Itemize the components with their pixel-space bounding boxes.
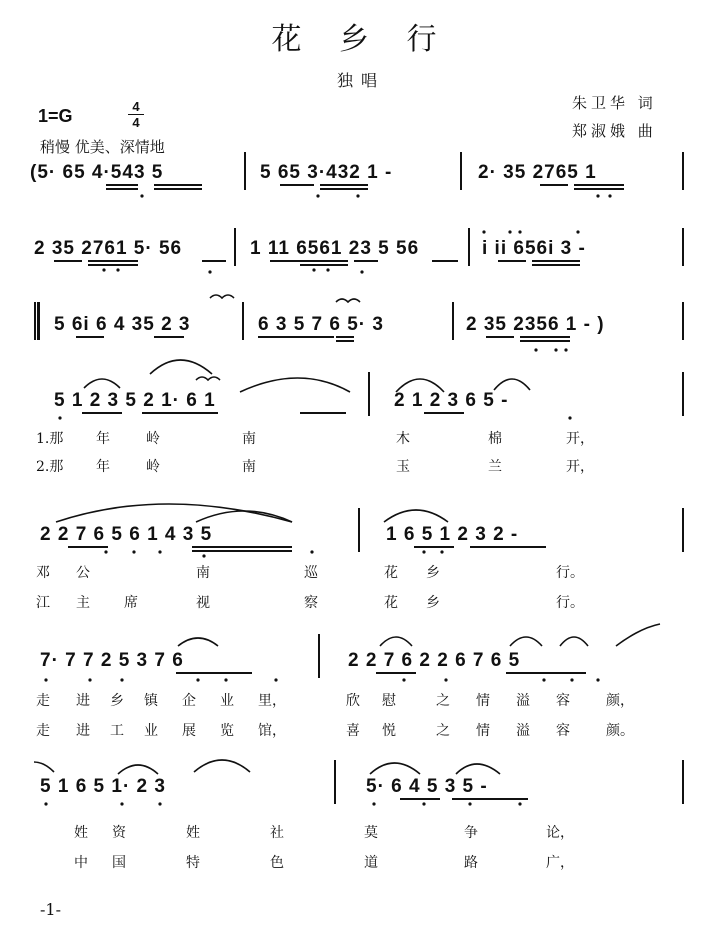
octave-dot <box>402 678 405 681</box>
octave-dot <box>224 678 227 681</box>
slur <box>494 379 530 390</box>
row6-lyric2-9: 之 <box>436 723 450 739</box>
row4-lyric2-0: 2.那 <box>36 459 64 475</box>
slur <box>510 637 542 646</box>
row4-lyric1-1: 年 <box>96 431 110 447</box>
row7-lyric1-4: 莫 <box>364 825 378 841</box>
octave-dot <box>608 194 611 197</box>
row4-lyric2-5: 兰 <box>488 459 502 475</box>
row6-lyric1-0: 走 <box>36 693 50 709</box>
octave-dot <box>444 678 447 681</box>
row5-lyric2-2: 席 <box>124 595 138 611</box>
octave-dot <box>360 270 363 273</box>
row6-lyric1-3: 镇 <box>144 693 158 709</box>
meter-top: 4 <box>132 99 140 114</box>
row5-lyric1-5: 乡 <box>426 565 440 581</box>
row5-lyric1-0: 邓 <box>36 565 50 581</box>
octave-dot <box>208 270 211 273</box>
row6-lyric2-11: 溢 <box>516 723 530 739</box>
row7-lyric2-2: 特 <box>186 855 200 871</box>
row7-lyric2-4: 道 <box>364 855 378 871</box>
row6-lyric2-6: 馆， <box>258 723 286 739</box>
row6-lyric2-5: 览 <box>220 723 234 739</box>
octave-dot <box>116 268 119 271</box>
octave-dot <box>554 348 557 351</box>
row6-lyric1-10: 情 <box>476 693 490 709</box>
octave-dot <box>422 802 425 805</box>
row4-lyric1-3: 南 <box>242 431 256 447</box>
slur <box>150 360 212 374</box>
octave-dot <box>104 550 107 553</box>
octave-dot <box>44 678 47 681</box>
row6-lyric1-12: 容 <box>556 693 570 709</box>
octave-dot <box>102 268 105 271</box>
row6-lyric1-8: 慰 <box>382 693 396 709</box>
row2-measure3: i ii 656i 3 - <box>482 238 586 259</box>
slur <box>194 760 250 772</box>
row6-lyric1-5: 业 <box>220 693 234 709</box>
octave-dot <box>310 550 313 553</box>
slur <box>84 379 120 388</box>
row6-lyric2-3: 业 <box>144 723 158 739</box>
row6-lyric1-1: 进 <box>76 693 90 709</box>
row5-lyric1-3: 巡 <box>304 565 318 581</box>
row3-measure1: 5 6i 6 4 35 2 3 <box>54 314 191 335</box>
row6-lyric1-13: 颜， <box>606 693 634 709</box>
row6-lyric2-1: 进 <box>76 723 90 739</box>
row7-measure1: 5 1 6 5 1· 2 3 <box>40 776 166 797</box>
row5-lyric1-1: 公 <box>76 565 90 581</box>
octave-dot <box>356 194 359 197</box>
row4-measure1: 5 1 2 3 5 2 1· 6 1 <box>54 390 216 411</box>
row7-lyric2-0: 中 <box>74 855 88 871</box>
row3-measure3: 2 35 2356 1 - ) <box>466 314 605 335</box>
row7-lyric2-6: 广， <box>546 855 574 871</box>
octave-dot <box>274 678 277 681</box>
row6-lyric2-8: 悦 <box>382 723 396 739</box>
trill-mark <box>196 377 220 380</box>
octave-dot <box>564 348 567 351</box>
slur <box>560 637 588 646</box>
row2-measure1: 2 35 2761 5· 56 <box>34 238 183 259</box>
octave-dot <box>132 550 135 553</box>
row6-lyric1-11: 溢 <box>516 693 530 709</box>
row1-measure3: 2· 35 2765 1 <box>478 162 597 183</box>
row6-lyric2-4: 展 <box>182 723 196 739</box>
octave-dot <box>44 802 47 805</box>
row7-lyric1-6: 论， <box>546 825 574 841</box>
row4-lyric2-3: 南 <box>242 459 256 475</box>
row7-lyric1-5: 争 <box>464 825 478 841</box>
row6-lyric2-7: 喜 <box>346 723 360 739</box>
row5-lyric1-4: 花 <box>384 565 398 581</box>
octave-dot <box>542 678 545 681</box>
octave-dot <box>568 416 571 419</box>
octave-dot <box>140 194 143 197</box>
row5-measure2: 1 6 5 1 2 3 2 - <box>386 524 519 545</box>
octave-dot <box>508 230 511 233</box>
octave-dot <box>440 550 443 553</box>
octave-dot <box>158 802 161 805</box>
row6-measure2: 2 2 7 6 2 2 6 7 6 5 <box>348 650 521 671</box>
slur <box>118 765 158 774</box>
row5-lyric1-6: 行。 <box>556 565 584 581</box>
octave-dot <box>576 230 579 233</box>
row5-lyric2-0: 江 <box>36 595 50 611</box>
octave-dot <box>158 550 161 553</box>
slur <box>380 637 412 646</box>
slur <box>196 511 292 522</box>
meter-bottom: 4 <box>132 115 140 130</box>
row4-lyric2-2: 岭 <box>146 459 160 475</box>
key-signature: 1=G <box>38 106 73 126</box>
performance-type: 独唱 <box>336 71 385 90</box>
row5-lyric2-1: 主 <box>76 595 90 611</box>
octave-dot <box>468 802 471 805</box>
trill-mark <box>336 299 360 302</box>
row5-lyric2-4: 察 <box>304 595 318 611</box>
row6-lyric1-4: 企 <box>182 693 196 709</box>
row7-lyric1-3: 社 <box>270 825 284 841</box>
row7-lyric2-1: 国 <box>112 855 126 871</box>
row4-lyric1-6: 开， <box>566 431 594 447</box>
row6-lyric2-2: 工 <box>110 723 124 739</box>
row7-lyric1-1: 资 <box>112 825 126 841</box>
tempo-marking: 稍慢 优美、深情地 <box>40 138 165 156</box>
octave-dot <box>518 230 521 233</box>
slur <box>396 379 444 392</box>
slur <box>384 510 448 522</box>
octave-dot <box>596 678 599 681</box>
trill-mark <box>210 295 234 298</box>
lyricist-credit: 朱卫华 词 <box>572 94 657 112</box>
octave-dot <box>196 678 199 681</box>
row4-lyric1-5: 棉 <box>488 431 502 447</box>
row6-lyric2-13: 颜。 <box>606 723 634 739</box>
slur <box>456 764 500 774</box>
octave-dot <box>422 550 425 553</box>
row6-lyric1-9: 之 <box>436 693 450 709</box>
row6-lyric1-6: 里， <box>258 693 286 709</box>
row7-measure2: 5· 6 4 5 3 5 - <box>366 776 488 797</box>
page-number: -1- <box>40 900 61 919</box>
row6-measure1: 7· 7 7 2 5 3 7 6 <box>40 650 184 671</box>
row5-measure1: 2 2 7 6 5 6 1 4 3 5 <box>40 524 213 545</box>
row5-lyric2-7: 行。 <box>556 595 584 611</box>
row5-lyric2-5: 花 <box>384 595 398 611</box>
octave-dot <box>518 802 521 805</box>
octave-dot <box>202 554 205 557</box>
row1-measure2: 5 65 3·432 1 - <box>260 162 393 183</box>
row4-measure2: 2 1 2 3 6 5 - <box>394 390 509 411</box>
row3-measure2: 6 3 5 7 6 5· 3 <box>258 314 384 335</box>
composer-credit: 郑淑娥 曲 <box>572 122 657 140</box>
octave-dot <box>58 416 61 419</box>
row7-lyric1-0: 姓 <box>74 825 88 841</box>
row1-measure1: (5· 65 4·543 5 <box>30 162 164 183</box>
row6-lyric1-7: 欣 <box>346 693 360 709</box>
row4-lyric1-0: 1.那 <box>36 431 64 447</box>
song-title: 花 乡 行 <box>271 22 451 57</box>
row5-lyric1-2: 南 <box>196 565 210 581</box>
row6-lyric2-10: 情 <box>476 723 490 739</box>
octave-dot <box>534 348 537 351</box>
row4-lyric2-1: 年 <box>96 459 110 475</box>
row5-lyric2-3: 视 <box>196 595 210 611</box>
row4-lyric2-6: 开， <box>566 459 594 475</box>
row7-lyric2-5: 路 <box>464 855 478 871</box>
slur <box>56 504 292 522</box>
row2-measure2: 1 11 6561 23 5 56 <box>250 238 420 259</box>
octave-dot <box>312 268 315 271</box>
slur <box>240 378 350 392</box>
row6-lyric2-12: 容 <box>556 723 570 739</box>
octave-dot <box>88 678 91 681</box>
octave-dot <box>120 678 123 681</box>
row7-lyric1-2: 姓 <box>186 825 200 841</box>
slur <box>616 624 660 646</box>
octave-dot <box>596 194 599 197</box>
row4-lyric1-2: 岭 <box>146 431 160 447</box>
octave-dot <box>326 268 329 271</box>
slur <box>370 763 420 774</box>
slur <box>34 762 54 772</box>
octave-dot <box>120 802 123 805</box>
row7-lyric2-3: 色 <box>270 855 284 871</box>
row6-lyric1-2: 乡 <box>110 693 124 709</box>
octave-dot <box>372 802 375 805</box>
octave-dot <box>482 230 485 233</box>
row4-lyric1-4: 木 <box>396 431 410 447</box>
slur <box>178 638 218 646</box>
row4-lyric2-4: 玉 <box>396 459 410 475</box>
octave-dot <box>316 194 319 197</box>
row6-lyric2-0: 走 <box>36 723 50 739</box>
row5-lyric2-6: 乡 <box>426 595 440 611</box>
octave-dot <box>570 678 573 681</box>
